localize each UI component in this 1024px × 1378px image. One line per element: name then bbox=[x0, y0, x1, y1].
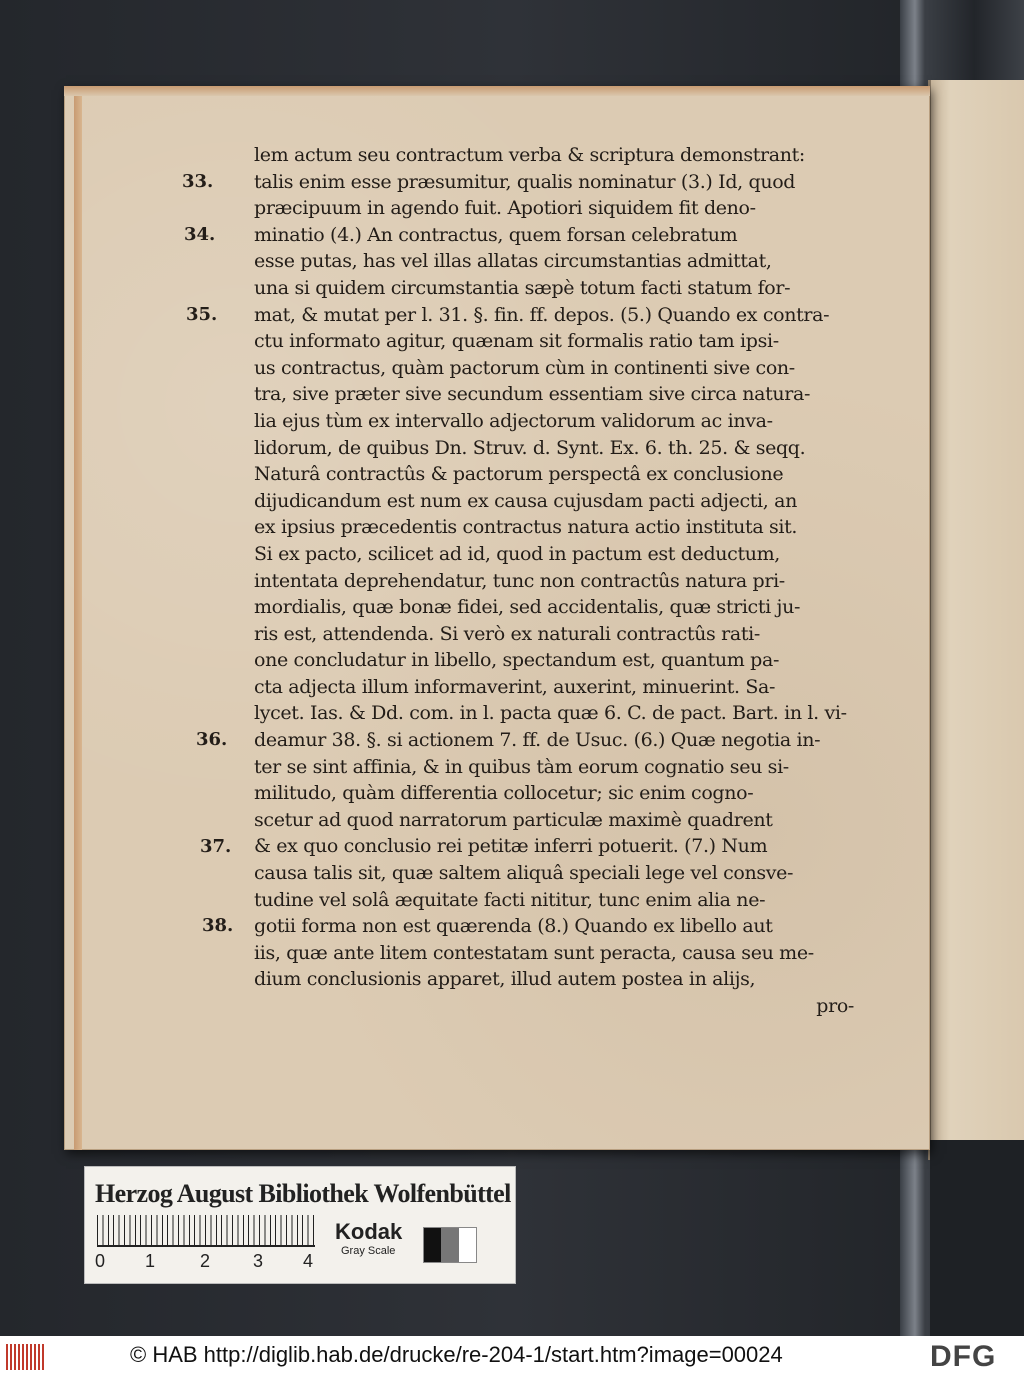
text-line: causa talis sit, quæ saltem aliquâ speciali lege vel consve- bbox=[254, 862, 794, 885]
margin-number: 36. bbox=[196, 729, 228, 751]
text-line: Si ex pacto, scilicet ad id, quod in pactum est deductum, bbox=[254, 542, 780, 565]
text-line: dium conclusionis apparet, illud autem postea in alijs, bbox=[254, 968, 756, 991]
ruler-number: 4 bbox=[303, 1251, 314, 1271]
kodak-brand: Kodak bbox=[335, 1219, 403, 1244]
text-line: mat, & mutat per l. 31. §. fin. ff. depos. (5.) Quando ex contra- bbox=[254, 303, 830, 326]
text-line: dijudicandum est num ex causa cujusdam pacti adjecti, an bbox=[254, 489, 797, 512]
gray-swatch-white bbox=[459, 1228, 476, 1262]
margin-number: 35. bbox=[186, 303, 218, 325]
hab-logo-icon[interactable] bbox=[6, 1344, 46, 1370]
text-line: una si quidem circumstantia sæpè totum facti statum for- bbox=[254, 276, 791, 299]
ruler-number: 1 bbox=[145, 1251, 156, 1271]
text-line: lem actum seu contractum verba & scriptura demonstrant: bbox=[254, 144, 805, 166]
page-text-block bbox=[254, 142, 854, 1020]
gray-swatch-black bbox=[424, 1228, 441, 1262]
next-page-shadow bbox=[930, 1140, 1024, 1336]
color-calibration-card bbox=[84, 1166, 516, 1284]
text-line: cta adjecta illum informaverint, auxerint, minuerint. Sa- bbox=[254, 675, 776, 698]
margin-number: 34. bbox=[184, 223, 216, 245]
gray-scale-swatches bbox=[423, 1227, 477, 1263]
footer-copyright-link[interactable]: © HAB http://diglib.hab.de/drucke/re-204-1/start.htm?image=00024 bbox=[130, 1342, 783, 1367]
text-line: lidorum, de quibus Dn. Struv. d. Synt. Ex. 6. th. 25. & seqq. bbox=[254, 436, 806, 459]
gray-scale-label: Gray Scale bbox=[341, 1245, 396, 1257]
text-line: talis enim esse præsumitur, qualis nominatur (3.) Id, quod bbox=[254, 170, 796, 193]
text-line: ter se sint affinia, & in quibus tàm eorum cognatio seu si- bbox=[254, 755, 789, 778]
ruler-number: 0 bbox=[95, 1251, 106, 1271]
text-line: tudine vel solâ æquitate facti nititur, tunc enim alia ne- bbox=[254, 888, 766, 911]
dfg-logo[interactable]: DFG bbox=[930, 1340, 997, 1373]
gray-swatch-mid bbox=[441, 1228, 458, 1262]
margin-number: 37. bbox=[200, 835, 232, 857]
text-line: one concludatur in libello, spectandum est, quantum pa- bbox=[254, 649, 780, 672]
text-line: us contractus, quàm pactorum cùm in continenti sive con- bbox=[254, 356, 795, 379]
text-line: ris est, attendenda. Si verò ex naturali contractûs rati- bbox=[254, 622, 760, 645]
text-line: minatio (4.) An contractus, quem forsan celebratum bbox=[254, 223, 738, 246]
library-name: Herzog August Bibliothek Wolfenbüttel bbox=[95, 1179, 511, 1208]
margin-number: 33. bbox=[182, 170, 214, 192]
footer-bar bbox=[0, 1336, 1024, 1378]
text-line: & ex quo conclusio rei petitæ inferri potuerit. (7.) Num bbox=[254, 835, 768, 858]
ruler-number: 2 bbox=[200, 1251, 211, 1271]
text-line: intentata deprehendatur, tunc non contractûs natura pri- bbox=[254, 569, 785, 592]
text-line: mordialis, quæ bonæ fidei, sed accidentalis, quæ stricti ju- bbox=[254, 596, 801, 619]
ruler-ticks bbox=[97, 1215, 315, 1247]
text-line: ctu informato agitur, quænam sit formalis ratio tam ipsi- bbox=[254, 330, 779, 353]
text-line: ex ipsius præcedentis contractus natura actio instituta sit. bbox=[254, 516, 798, 539]
text-line: lycet. Ias. & Dd. com. in l. pacta quæ 6. C. de pact. Bart. in l. vi- bbox=[254, 702, 847, 725]
text-line: tra, sive præter sive secundum essentiam sive circa natura- bbox=[254, 383, 811, 406]
text-line: gotii forma non est quærenda (8.) Quando ex libello aut bbox=[254, 915, 773, 938]
text-line: deamur 38. §. si actionem 7. ff. de Usuc. (6.) Quæ negotia in- bbox=[254, 729, 821, 752]
text-line: militudo, quàm differentia collocetur; sic enim cogno- bbox=[254, 782, 754, 805]
text-line: lia ejus tùm ex intervallo adjectorum validorum ac inva- bbox=[254, 409, 773, 432]
text-line: iis, quæ ante litem contestatam sunt peracta, causa seu me- bbox=[254, 941, 814, 964]
text-line: esse putas, has vel illas allatas circumstantias admittat, bbox=[254, 250, 772, 273]
text-line: scetur ad quod narratorum particulæ maximè quadrent bbox=[254, 808, 773, 831]
catchword: pro- bbox=[816, 995, 854, 1017]
text-line: præcipuum in agendo fuit. Apotiori siquidem fit deno- bbox=[254, 197, 756, 220]
margin-number: 38. bbox=[202, 915, 234, 937]
ruler-number: 3 bbox=[253, 1251, 264, 1271]
book-page bbox=[64, 86, 930, 1150]
next-page-edge bbox=[928, 80, 1024, 1160]
text-line: Naturâ contractûs & pactorum perspectâ ex conclusione bbox=[254, 463, 784, 486]
